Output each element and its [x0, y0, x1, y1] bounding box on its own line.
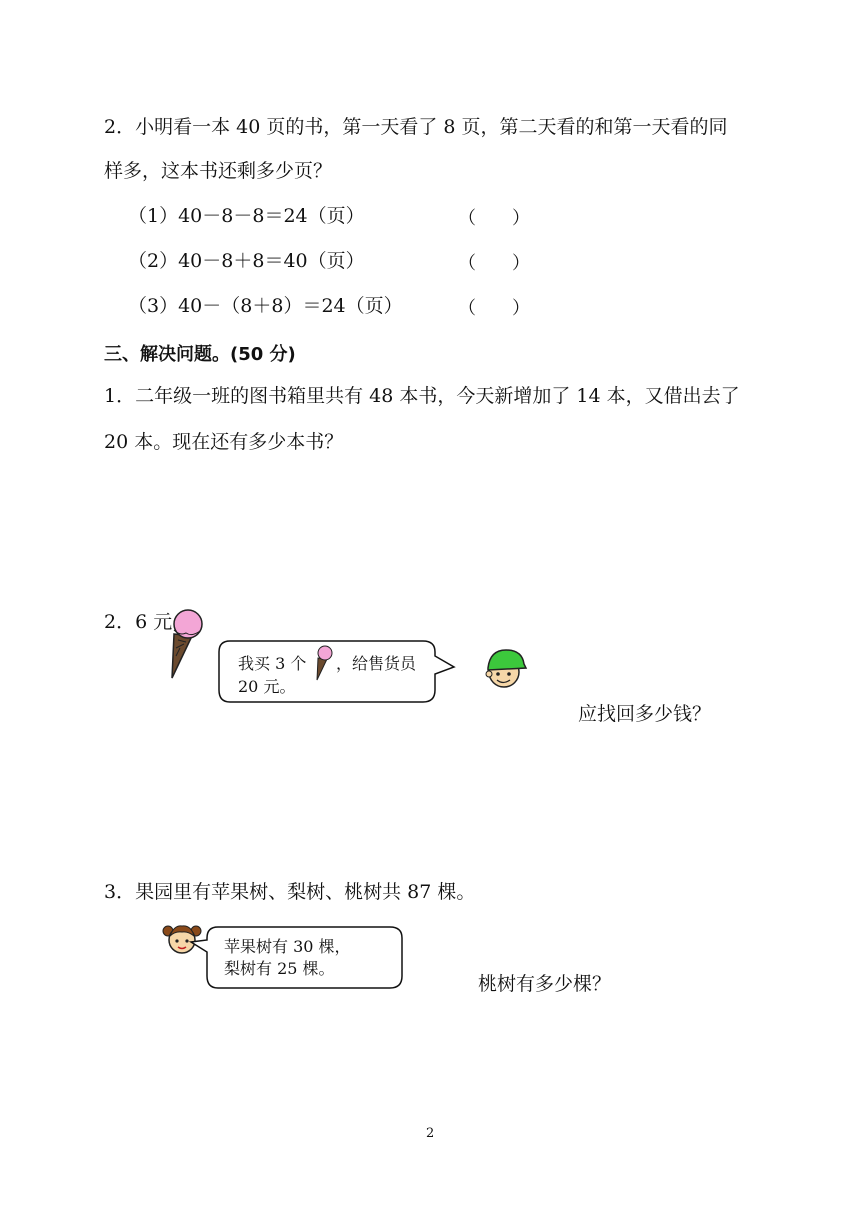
problem-2-price-label: 2．6 元 [104, 611, 173, 633]
option-3-text: （3）40－（8＋8）＝24（页） [128, 295, 403, 317]
bubble-girl-text-line-1: 苹果树有 30 棵， [224, 937, 351, 956]
option-1-text: （1）40－8－8＝24（页） [128, 205, 365, 227]
problem-3-question: 桃树有多少棵？ [478, 973, 612, 995]
problem-3-line: 3．果园里有苹果树、梨树、桃树共 87 棵。 [104, 881, 476, 903]
option-2-text: （2）40－8＋8＝40（页） [128, 250, 365, 272]
problem-1-line-1: 1．二年级一班的图书箱里共有 48 本书，今天新增加了 14 本，又借出去了 [104, 385, 740, 407]
option-1-answer-blank[interactable]: （ ） [458, 208, 530, 229]
section-3-heading: 三、解决问题。(50 分) [104, 344, 296, 365]
problem-2-question: 应找回多少钱？ [578, 703, 712, 725]
bubble-boy-text-line-2: 20 元。 [238, 677, 296, 696]
small-ice-cream-icon [314, 645, 336, 681]
question-2-line-1: 2．小明看一本 40 页的书，第一天看了 8 页，第二天看的和第一天看的同 [104, 116, 728, 138]
problem-1-line-2: 20 本。现在还有多少本书？ [104, 431, 344, 453]
question-2-line-2: 样多，这本书还剩多少页？ [104, 160, 333, 182]
bubble-boy-text-part-2: ，给售货员 [336, 654, 417, 673]
option-3-answer-blank[interactable]: （ ） [458, 298, 530, 319]
option-2-answer-blank[interactable]: （ ） [458, 253, 530, 274]
bubble-boy-text-part-1: 我买 3 个 [238, 654, 307, 673]
boy-face-icon [482, 646, 530, 690]
ice-cream-icon [166, 608, 214, 680]
page-number: 2 [426, 1126, 435, 1141]
bubble-girl-text-line-2: 梨树有 25 棵。 [224, 959, 335, 978]
